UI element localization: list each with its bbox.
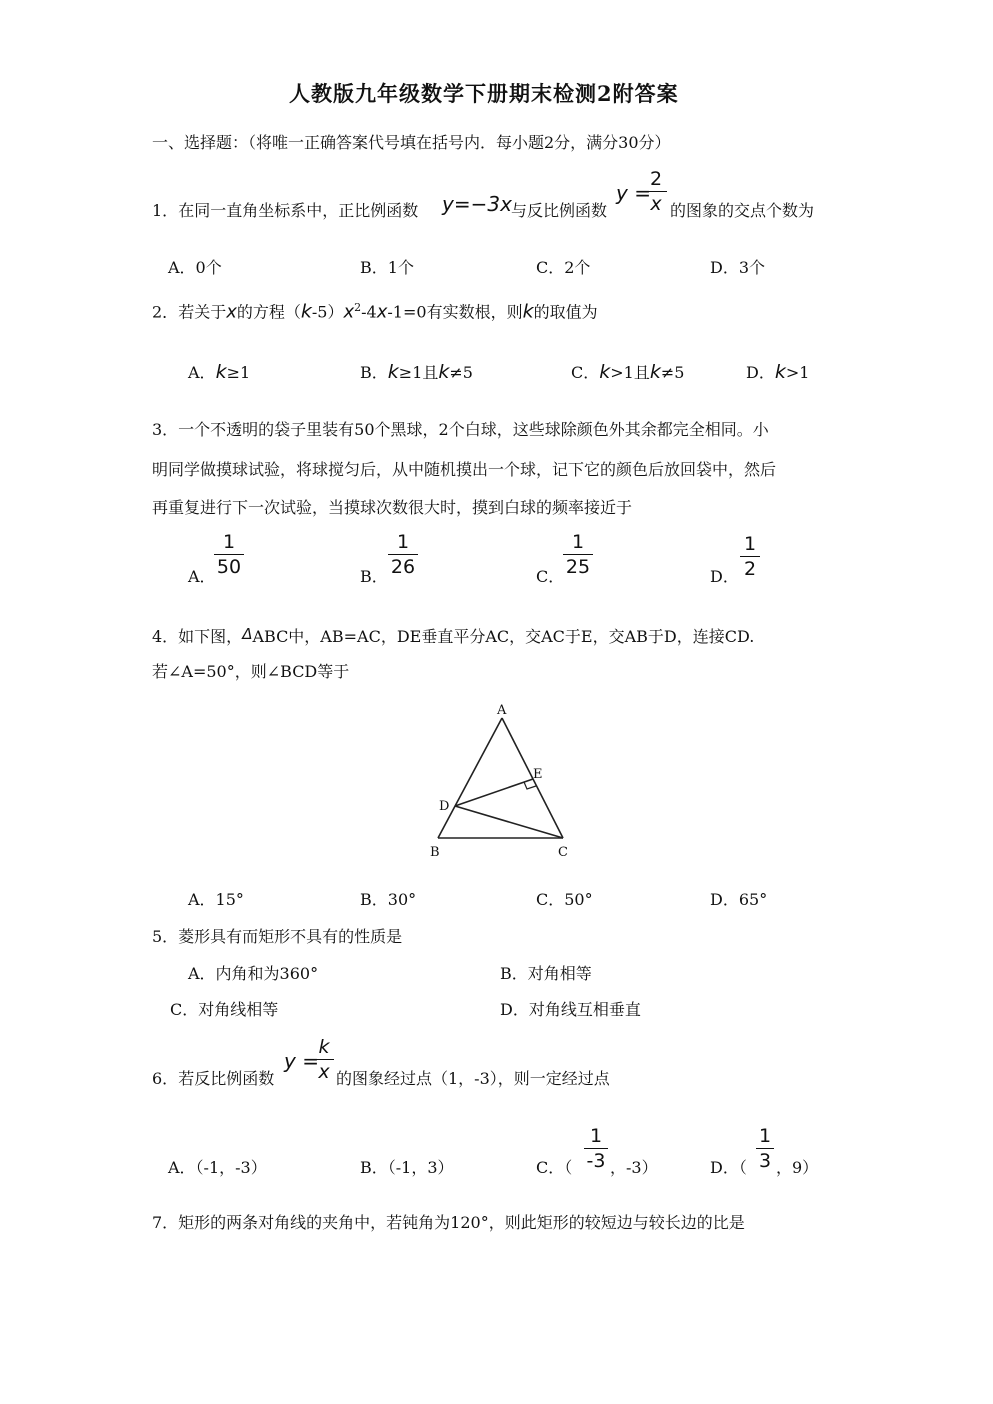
q2-var-k: k <box>300 300 312 323</box>
q1-option-a[interactable]: A．0个 <box>168 258 222 277</box>
q1-frac-bar <box>645 191 667 192</box>
q6-option-a[interactable]: A．（-1，-3） <box>168 1158 267 1177</box>
question-7: 7．矩形的两条对角线的夹角中，若钝角为120°，则此矩形的较短边与较长边的比是 <box>152 1213 745 1232</box>
q3-opt-b-bar <box>388 554 418 555</box>
q3-opt-d-label: D． <box>710 567 739 586</box>
q2-var-x: x <box>226 301 237 323</box>
q2-option-b[interactable] <box>360 362 473 383</box>
q3-line-2: 明同学做摸球试验，将球搅匀后，从中随机摸出一个球，记下它的颜色后放回袋中，然后 <box>152 460 777 479</box>
q6-opt-d-num: 1 <box>758 1125 772 1147</box>
q2-opt-c-mid: >1且 <box>610 363 650 382</box>
q6-opt-c-fraction <box>584 1125 608 1172</box>
q3-opt-c-num: 1 <box>571 531 585 553</box>
q6-frac-bar <box>314 1059 334 1060</box>
q2-opt-b-k2: k <box>438 361 450 383</box>
q5-option-b[interactable]: B．对角相等 <box>500 964 592 983</box>
q1-text-b: 与反比例函数 <box>511 201 608 220</box>
q2-opt-c-k2: k <box>649 361 661 383</box>
q3-opt-a-label: A． <box>188 567 216 586</box>
q4-line-1-a: 4．如下图， <box>152 627 243 646</box>
q6-frac-numerator: k <box>318 1036 330 1058</box>
q3-opt-a-den: 50 <box>216 556 242 578</box>
q3-line-1: 3．一个不透明的袋子里装有50个黑球，2个白球，这些球除颜色外其余都完全相同。小 <box>152 420 769 439</box>
q1-number: 1． <box>152 201 179 220</box>
q6-opt-c-num: 1 <box>589 1125 603 1147</box>
q6-opt-c-rest: ，-3） <box>610 1158 658 1177</box>
q6-opt-d-den: 3 <box>758 1150 772 1172</box>
q3-opt-d-bar <box>740 556 760 557</box>
q6-option-b[interactable]: B．（-1，3） <box>360 1158 454 1177</box>
q3-opt-c-fraction <box>563 531 593 578</box>
q5-option-a[interactable]: A．内角和为360° <box>188 964 319 983</box>
label-c: C <box>558 845 568 860</box>
segment-dc <box>455 806 563 838</box>
q2-stem <box>152 298 598 322</box>
q6-opt-d-fraction <box>756 1125 774 1172</box>
label-b: B <box>430 845 440 860</box>
q1-text-a: 在同一直角坐标系中，正比例函数 <box>178 201 419 220</box>
q6-formula-fraction <box>314 1036 334 1083</box>
q3-opt-b-num: 1 <box>396 531 410 553</box>
q3-opt-c-den: 25 <box>565 556 591 578</box>
q2-number: 2． <box>152 302 179 322</box>
q2-opt-a-label: A． <box>188 363 216 382</box>
q4-line-2: 若∠A=50°，则∠BCD等于 <box>152 662 350 681</box>
q3-opt-a-num: 1 <box>222 531 236 553</box>
q3-line-3: 再重复进行下一次试验，当摸球次数很大时，摸到白球的频率接近于 <box>152 498 633 517</box>
q2-opt-a-rest: ≥1 <box>226 363 251 382</box>
q1-formula-inverse-fraction <box>645 168 667 215</box>
q2-text-a: 若关于 <box>178 302 227 322</box>
q2-opt-b-k: k <box>387 361 399 383</box>
q2-option-d[interactable] <box>746 362 809 383</box>
q3-opt-d-num: 1 <box>743 533 757 555</box>
q3-opt-a-fraction <box>214 531 244 578</box>
page-title: 人教版九年级数学下册期末检测2附答案 <box>289 81 679 106</box>
q3-opt-a-bar <box>214 554 244 555</box>
q2-text-f: 的取值为 <box>533 302 598 322</box>
q1-text <box>152 201 418 221</box>
q6-text-start <box>152 1069 274 1089</box>
q5-text: 5．菱形具有而矩形不具有的性质是 <box>152 927 403 946</box>
q2-sup-2: 2 <box>354 301 362 314</box>
q1-formula-direct: y=−3x <box>442 192 512 216</box>
q1-text-c: 的图象的交点个数为 <box>670 201 815 220</box>
q2-opt-a-k: k <box>215 361 227 383</box>
q3-opt-d-fraction <box>740 533 760 580</box>
q2-opt-c-k: k <box>599 361 611 383</box>
q2-var-x3: x <box>376 301 388 323</box>
label-e: E <box>533 767 543 782</box>
q6-formula-lhs: y = <box>284 1049 319 1073</box>
q6-opt-d-rest: ，9） <box>776 1158 819 1177</box>
q3-opt-c-bar <box>563 554 593 555</box>
q6-opt-c-bar <box>584 1148 608 1149</box>
q4-delta: Δ <box>242 625 253 643</box>
q1-frac-denominator: x <box>650 193 662 215</box>
q6-text-a: 若反比例函数 <box>178 1069 275 1088</box>
q2-option-a[interactable] <box>188 362 250 383</box>
q2-opt-c-label: C． <box>571 363 600 382</box>
q2-text-b: 的方程（ <box>236 302 301 322</box>
q1-frac-numerator: 2 <box>649 168 663 190</box>
q4-option-c[interactable]: C．50° <box>536 890 593 909</box>
q4-triangle-figure <box>420 698 590 866</box>
q6-number: 6． <box>152 1069 179 1088</box>
q4-line-1-b: ABC中，AB=AC，DE垂直平分AC，交AC于E，交AB于D，连接CD. <box>252 627 755 646</box>
q2-opt-b-mid: ≥1且 <box>398 363 439 382</box>
q2-opt-d-k: k <box>774 361 786 383</box>
q3-opt-c-label: C． <box>536 567 565 586</box>
q1-formula-inverse-lhs: y = <box>616 181 651 205</box>
q1-option-c[interactable]: C．2个 <box>536 258 591 277</box>
q2-opt-d-rest: >1 <box>785 363 810 382</box>
q2-text-d: -4 <box>361 302 377 322</box>
q2-text-c: -5） <box>311 302 344 322</box>
q4-option-d[interactable]: D．65° <box>710 890 768 909</box>
q6-opt-c-den: -3 <box>586 1150 606 1172</box>
q2-opt-c-rest: ≠5 <box>660 363 685 382</box>
q5-option-c[interactable]: C．对角线相等 <box>170 1000 279 1019</box>
section-heading: 一、选择题：（将唯一正确答案代号填在括号内．每小题2分，满分30分） <box>152 133 671 152</box>
q6-opt-d-label: D．（ <box>710 1158 747 1177</box>
q6-opt-d-bar <box>756 1148 774 1149</box>
q4-option-a[interactable]: A．15° <box>188 890 244 909</box>
side-ab <box>438 718 502 838</box>
q3-opt-b-fraction <box>388 531 418 578</box>
q6-opt-c-label: C．（ <box>536 1158 573 1177</box>
q2-opt-b-rest: ≠5 <box>449 363 473 382</box>
q1-option-b[interactable]: B．1个 <box>360 258 414 277</box>
q3-opt-d-den: 2 <box>743 558 757 580</box>
q3-opt-b-label: B． <box>360 567 388 586</box>
q6-frac-denominator: x <box>318 1061 330 1083</box>
label-a: A <box>497 703 507 718</box>
q2-option-c[interactable] <box>571 362 684 383</box>
q2-opt-b-label: B． <box>360 363 388 382</box>
q4-line-1 <box>152 624 754 647</box>
q2-var-x2: x <box>343 301 355 323</box>
q1-option-d[interactable]: D．3个 <box>710 258 766 277</box>
q4-option-b[interactable]: B．30° <box>360 890 417 909</box>
q5-option-d[interactable]: D．对角线互相垂直 <box>500 1000 641 1019</box>
q6-text-b: 的图象经过点（1，-3），则一定经过点 <box>336 1069 610 1088</box>
q3-opt-b-den: 26 <box>390 556 416 578</box>
q2-text-e: -1=0有实数根，则 <box>387 302 523 322</box>
label-d: D <box>439 799 450 814</box>
q2-opt-d-label: D． <box>746 363 775 382</box>
q2-var-k2: k <box>522 300 534 323</box>
